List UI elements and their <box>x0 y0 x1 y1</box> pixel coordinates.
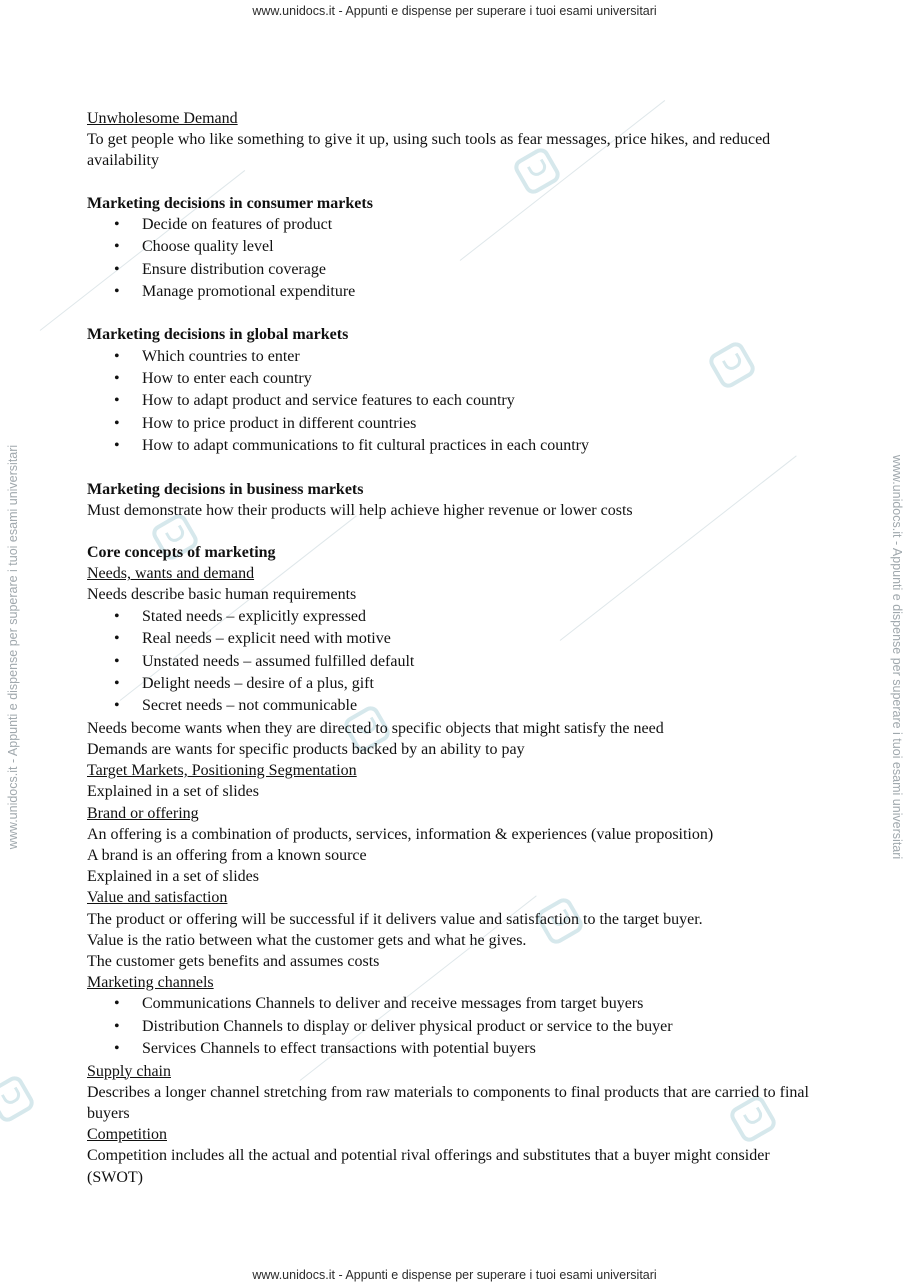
needs-list <box>87 606 827 718</box>
brand-text: An offering is a combination of products, services, information & experiences (value proposition) <box>87 825 714 843</box>
target-heading: Target Markets, Positioning Segmentation <box>87 762 357 780</box>
unwholesome-text: To get people who like something to give it up, using such tools as fear messages, price hikes, and reduced availability <box>87 131 771 170</box>
global-heading: Marketing decisions in global markets <box>87 326 349 344</box>
header-watermark: www.unidocs.it - Appunti e dispense per superare i tuoi esami universitari <box>252 4 657 18</box>
watermark-logo-icon <box>0 1073 37 1125</box>
right-side-watermark: www.unidocs.it - Appunti e dispense per superare i tuoi esami universitari <box>890 454 904 860</box>
demands-text: Demands are wants for specific products backed by an ability to pay <box>87 740 525 758</box>
list-item: • Delight needs – desire of a plus, gift <box>87 673 827 695</box>
value-text: The product or offering will be successful if it delivers value and satisfaction to the target buyer. <box>87 910 703 928</box>
list-item: • Manage promotional expenditure <box>87 281 827 303</box>
left-side-watermark: www.unidocs.it - Appunti e dispense per superare i tuoi esami universitari <box>6 444 20 850</box>
list-item: • Which countries to enter <box>87 346 827 368</box>
value-text: The customer gets benefits and assumes costs <box>87 952 380 970</box>
list-item: • Unstated needs – assumed fulfilled default <box>87 651 827 673</box>
business-heading: Marketing decisions in business markets <box>87 480 364 498</box>
competition-text: Competition includes all the actual and potential rival offerings and substitutes that a buyer might consider (SWOT) <box>87 1147 770 1186</box>
wants-text: Needs become wants when they are directed to specific objects that might satisfy the need <box>87 719 664 737</box>
competition-heading: Competition <box>87 1126 167 1144</box>
list-item: • How to adapt product and service features to each country <box>87 390 827 412</box>
list-item: • Choose quality level <box>87 236 827 258</box>
list-item: • Decide on features of product <box>87 214 827 236</box>
list-item: • Real needs – explicit need with motive <box>87 628 827 650</box>
list-item: • Distribution Channels to display or deliver physical product or service to the buyer <box>87 1016 827 1038</box>
value-heading: Value and satisfaction <box>87 889 228 907</box>
brand-text: Explained in a set of slides <box>87 868 259 886</box>
channels-heading: Marketing channels <box>87 974 214 992</box>
needs-heading: Needs, wants and demand <box>87 565 255 583</box>
list-item: • How to price product in different countries <box>87 413 827 435</box>
list-item: • Communications Channels to deliver and receive messages from target buyers <box>87 993 827 1015</box>
brand-heading: Brand or offering <box>87 804 199 822</box>
consumer-heading: Marketing decisions in consumer markets <box>87 194 373 212</box>
supply-text: Describes a longer channel stretching from raw materials to components to final products that are carried to final buyers <box>87 1083 809 1122</box>
channels-list <box>87 993 827 1060</box>
unwholesome-heading: Unwholesome Demand <box>87 110 238 127</box>
document-body <box>87 108 827 1188</box>
global-list <box>87 346 827 458</box>
list-item: • Ensure distribution coverage <box>87 259 827 281</box>
core-heading: Core concepts of marketing <box>87 544 276 562</box>
target-text: Explained in a set of slides <box>87 783 259 801</box>
list-item: • Stated needs – explicitly expressed <box>87 606 827 628</box>
value-text: Value is the ratio between what the customer gets and what he gives. <box>87 931 527 949</box>
list-item: • How to enter each country <box>87 368 827 390</box>
consumer-list <box>87 214 827 304</box>
business-text: Must demonstrate how their products will help achieve higher revenue or lower costs <box>87 501 633 519</box>
list-item: • Secret needs – not communicable <box>87 695 827 717</box>
list-item: • How to adapt communications to fit cultural practices in each country <box>87 435 827 457</box>
list-item: • Services Channels to effect transactions with potential buyers <box>87 1038 827 1060</box>
footer-watermark: www.unidocs.it - Appunti e dispense per superare i tuoi esami universitari <box>252 1268 657 1282</box>
brand-text: A brand is an offering from a known source <box>87 846 367 864</box>
needs-text: Needs describe basic human requirements <box>87 586 357 604</box>
supply-heading: Supply chain <box>87 1062 171 1080</box>
